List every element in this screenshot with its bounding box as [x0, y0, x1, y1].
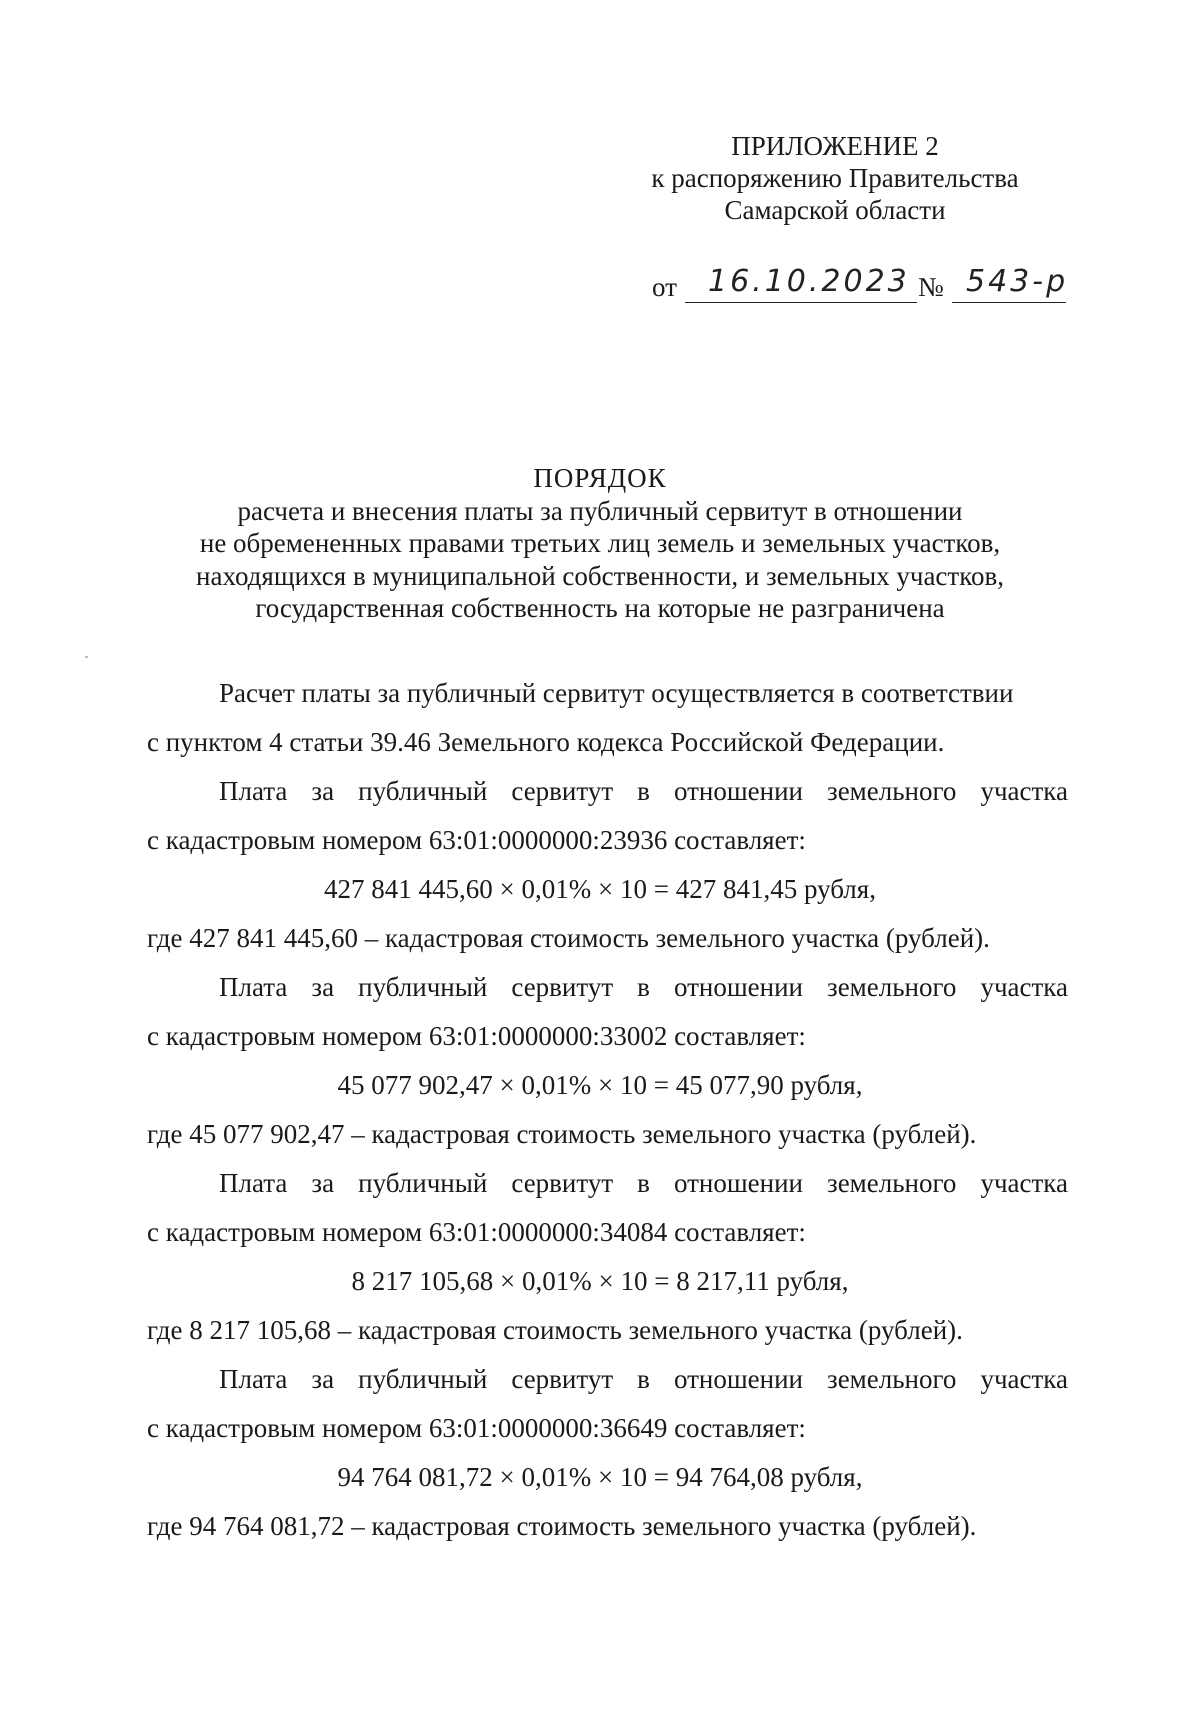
plot-2-formula: 45 077 902,47 × 0,01% × 10 = 45 077,90 рубля, [337, 1070, 863, 1100]
plot-1-note: где 427 841 445,60 – кадастровая стоимость земельного участка (рублей). [147, 923, 990, 953]
plot-2-cadastral: с кадастровым номером 63:01:0000000:33002 составляет: [147, 1021, 806, 1051]
date-number-line [652, 262, 1072, 306]
number-underline [952, 302, 1066, 303]
intro-line-1: Расчет платы за публичный сервитут осуществляется в соответствии [219, 678, 1014, 708]
intro-line-2: с пунктом 4 статьи 39.46 Земельного кодекса Российской Федерации. [147, 727, 945, 757]
plot-3-cadastral: с кадастровым номером 63:01:0000000:34084 составляет: [147, 1217, 806, 1247]
scan-mark [85, 656, 88, 658]
plot-4-cadastral: с кадастровым номером 63:01:0000000:36649 составляет: [147, 1413, 806, 1443]
heading-title: ПОРЯДОК [533, 463, 667, 493]
heading-line-3: находящихся в муниципальной собственности, и земельных участков, [196, 560, 1004, 591]
heading-line-1: расчета и внесения платы за публичный сервитут в отношении [237, 495, 963, 526]
document-heading [100, 462, 1100, 625]
plot-4-formula: 94 764 081,72 × 0,01% × 10 = 94 764,08 рубля, [337, 1462, 863, 1492]
appendix-block [600, 130, 1070, 226]
date-prefix: от [652, 272, 677, 302]
plot-4-note: где 94 764 081,72 – кадастровая стоимость земельного участка (рублей). [147, 1511, 977, 1541]
handwritten-date: 16.10.2023 [708, 264, 910, 299]
plot-1-formula: 427 841 445,60 × 0,01% × 10 = 427 841,45 рубля, [324, 874, 876, 904]
heading-line-4: государственная собственность на которые не разграничена [255, 593, 945, 623]
plot-4-lead: Плата за публичный сервитут в отношении земельного участка [219, 1364, 1068, 1394]
plot-2-lead: Плата за публичный сервитут в отношении земельного участка [219, 972, 1068, 1002]
plot-2-note: где 45 077 902,47 – кадастровая стоимость земельного участка (рублей). [147, 1119, 977, 1149]
plot-3-formula: 8 217 105,68 × 0,01% × 10 = 8 217,11 рубля, [351, 1266, 849, 1296]
date-underline [685, 302, 917, 303]
handwritten-number: 543-р [966, 264, 1069, 299]
plot-3-note: где 8 217 105,68 – кадастровая стоимость земельного участка (рублей). [147, 1315, 963, 1345]
plot-1-lead: Плата за публичный сервитут в отношении земельного участка [219, 776, 1068, 806]
heading-line-2: не обремененных правами третьих лиц земель и земельных участков, [199, 528, 1001, 558]
plot-1-cadastral: с кадастровым номером 63:01:0000000:23936 составляет: [147, 825, 806, 855]
number-prefix: № [918, 272, 944, 302]
plot-3-lead: Плата за публичный сервитут в отношении земельного участка [219, 1168, 1068, 1198]
appendix-line-1: к распоряжению Правительства [651, 163, 1019, 193]
appendix-title: ПРИЛОЖЕНИЕ 2 [731, 131, 939, 161]
appendix-line-2: Самарской области [724, 195, 946, 225]
